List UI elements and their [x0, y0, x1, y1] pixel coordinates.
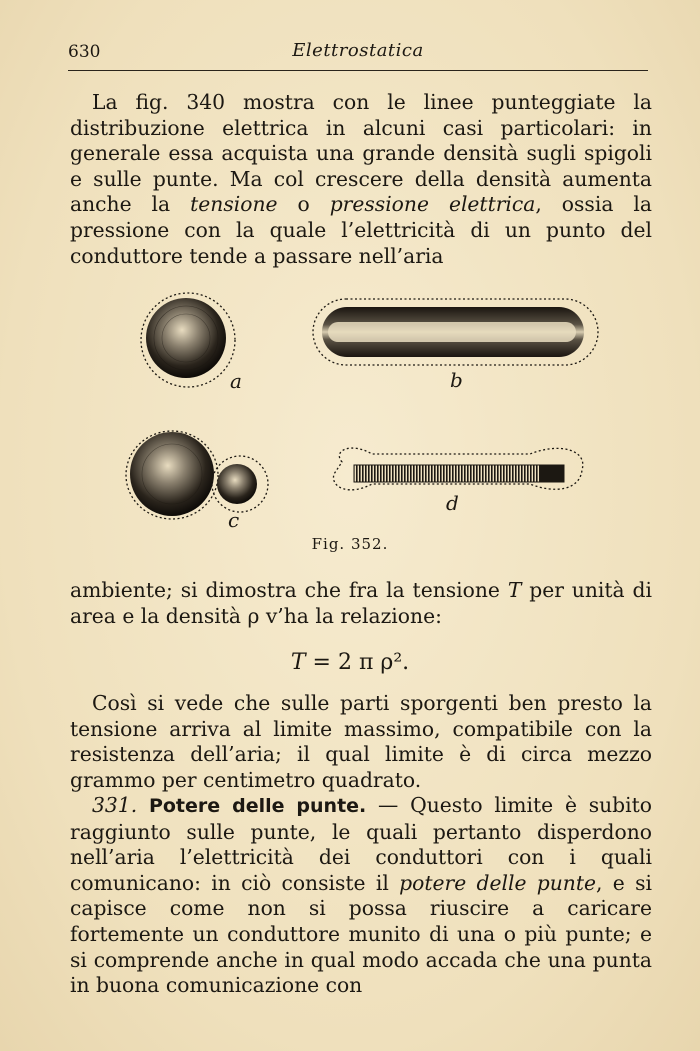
- paragraph-section-331: [70, 793, 652, 999]
- symbol-rho: ρ: [247, 603, 260, 628]
- paragraph2-text-b: per unità di area e la densità: [70, 578, 652, 628]
- symbol-T: T: [507, 578, 522, 602]
- paragraph1-text-a: La fig. 340 mostra con le linee punteggiate la distribuzione elettrica in alcuni casi particolari: in generale essa acquista una grande densità sugli spigoli e sulle punte. Ma col crescere della densità aumenta anche la: [70, 90, 652, 217]
- figure-c-two-spheres: [126, 431, 268, 532]
- figure-caption: Fig. 352.: [311, 535, 389, 553]
- term-tensione: tensione: [190, 192, 278, 217]
- figure-352: [110, 282, 610, 562]
- paragraph1-text-b: o: [277, 192, 330, 217]
- paragraph4-text-a: — Questo limite è subito raggiunto sulle punte, le quali pertanto disperdono nell’aria l’elettricità dei conduttori con i quali comunicano: in ciò consiste il: [70, 793, 653, 895]
- page-header: [68, 40, 648, 71]
- paragraph-limit: Così si vede che sulle parti sporgenti ben presto la tensione arriva al limite massimo, compatibile con la resistenza dell’aria; il qual limite è di circa mezzo grammo per centimetro quadrato.: [70, 691, 652, 792]
- running-head: Elettrostatica: [292, 40, 424, 61]
- section-title: Potere delle punte.: [148, 795, 367, 817]
- figure-a-sphere: [141, 293, 242, 393]
- paragraph-tension: [70, 578, 652, 629]
- label-a: a: [230, 369, 242, 393]
- formula-rhs: = 2 π ρ².: [305, 650, 410, 675]
- paragraph2-text-a: ambiente; si dimostra che fra la tensione: [70, 578, 508, 602]
- figure-d-rod: [333, 448, 582, 515]
- label-d: d: [446, 491, 459, 515]
- formula: [0, 650, 700, 675]
- paragraph-distribution: [70, 90, 652, 269]
- paragraph2-text-c: v’ha la relazione:: [259, 603, 442, 628]
- label-c: c: [228, 508, 240, 532]
- term-potere-delle-punte: potere delle punte: [399, 870, 597, 895]
- figure-b-cylinder: [313, 299, 598, 392]
- section-number: 331.: [92, 793, 138, 817]
- formula-lhs: T: [290, 650, 306, 675]
- label-b: b: [450, 368, 463, 392]
- term-pressione-elettrica: pressione elettrica: [329, 192, 536, 217]
- page-number: 630: [68, 42, 101, 62]
- paragraph1-text-c: , ossia la pressione con la quale l’elettricità di un punto del conduttore tende a passare nell’aria: [70, 192, 652, 268]
- paragraph4-text-b: , e si capisce come non si possa riuscire a caricare fortemente un conduttore munito di una o più punte; e si comprende anche in qual modo accada che una punta in buona comunicazione con: [70, 870, 652, 998]
